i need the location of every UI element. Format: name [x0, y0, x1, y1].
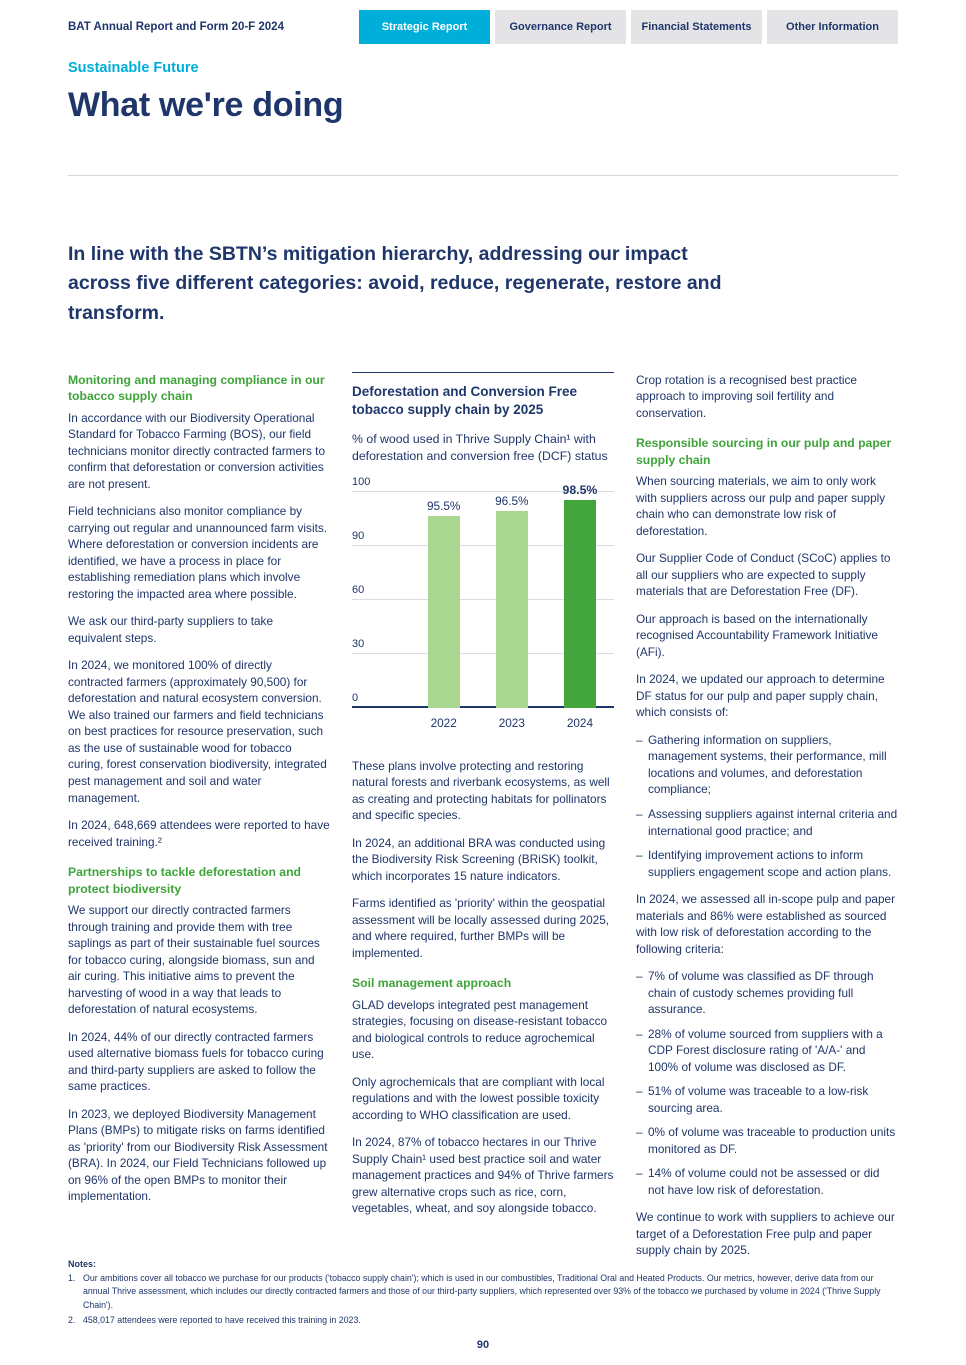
- paragraph: In 2024, 648,669 attendees were reported to have received training.²: [68, 818, 330, 849]
- y-tick-label: 100: [352, 475, 371, 488]
- bullet-item: – Assessing suppliers against internal criteria and international good practice; and: [636, 806, 898, 839]
- paragraph: In 2023, we deployed Biodiversity Management Plans (BMPs) to mitigate risks on farms identified as 'priority' from our Biodiversity Risk Assessment (BRA). In 2024, our Field Technicians followed up on 96% of the open BMPs to monitor their implementation.: [68, 1106, 328, 1204]
- note-number: 1.: [68, 1273, 76, 1284]
- section-label: Sustainable Future: [68, 60, 199, 76]
- paragraph: Only agrochemicals that are compliant with local regulations and with the lowest possible toxicity according to WHO classification are used.: [352, 1074, 605, 1122]
- paragraph: Our approach is based on the internationally recognised Accountability Framework Initiative (AFi).: [636, 611, 878, 659]
- column-2: [352, 372, 614, 1228]
- tab-strategic-report[interactable]: Strategic Report: [359, 10, 490, 44]
- notes: [68, 1259, 898, 1327]
- column-2-blocks: [352, 758, 614, 1217]
- section-heading: Partnerships to tackle deforestation and protect biodiversity: [68, 865, 301, 896]
- chart-title: Deforestation and Conversion Free tobacco supply chain by 2025: [352, 383, 578, 417]
- bar-slot: [428, 492, 460, 708]
- bars: [352, 482, 614, 708]
- bar: [496, 511, 528, 708]
- chart-subtitle: % of wood used in Thrive Supply Chain¹ with deforestation and conversion free (DCF) status: [352, 432, 608, 464]
- paragraph: Field technicians also monitor compliance by carrying out regular and unannounced farm visits. Where deforestation or conversion incidents are identified, we have a process in place for establishing remediation plans which involve restoring the impacted area where possible.: [68, 504, 328, 601]
- dcf-chart: [352, 372, 614, 730]
- y-tick-label: 30: [352, 637, 365, 650]
- tab-other-information[interactable]: Other Information: [767, 10, 898, 44]
- paragraph: Our Supplier Code of Conduct (SCoC) applies to all our suppliers who are expected to supply materials that are Deforestation Free (DF).: [636, 551, 891, 599]
- report-tabs: [359, 10, 898, 44]
- bullet-list: [636, 732, 898, 880]
- column-3: [636, 372, 898, 1270]
- paragraph: In 2024, we updated our approach to determine DF status for our pulp and paper supply chain, which consists of:: [636, 672, 885, 720]
- bar: [428, 516, 460, 708]
- paragraph: In 2024, 87% of tobacco hectares in our Thrive Supply Chain¹ used best practice soil and water management practices and 94% of Thrive farmers grew alternative crops such as rice, corn, vegetables, wheat, and soy alongside tobacco.: [352, 1135, 614, 1216]
- chart-x-labels: [352, 716, 614, 730]
- paragraph: We continue to work with suppliers to achieve our target of a Deforestation Free pulp and paper supply chain by 2025.: [636, 1210, 895, 1258]
- column-1: [68, 372, 330, 1216]
- paragraph: In 2024, we monitored 100% of directly contracted farmers (approximately 90,500) for deforestation and natural ecosystem conversion. We also trained our farmers and field technicians on best practices for resource preservation, such as the use of sustainable wood for tobacco curing, forest conservation biodiversity, integrated pest management and soil and water management.: [68, 658, 327, 805]
- note-item: [68, 1314, 898, 1327]
- bar-value-label: 96.5%: [495, 493, 529, 508]
- bar-slot: [562, 482, 598, 708]
- note-number: 2.: [68, 1314, 76, 1325]
- content-columns: [68, 372, 898, 1270]
- notes-label: Notes:: [68, 1259, 97, 1270]
- paragraph: We ask our third-party suppliers to take equivalent steps.: [68, 614, 274, 645]
- paragraph: In 2024, an additional BRA was conducted using the Biodiversity Risk Screening (BRiSK) toolkit, which incorporates 15 nature indicators.: [352, 835, 606, 883]
- bar: [564, 500, 596, 708]
- paragraph: We support our directly contracted farmers through training and provide them with tree saplings as part of their sustainable fuel sources for tobacco curing, alongside biomass, sun and air curing. This initiative aims to prevent the harvesting of wood in a way that leads to deforestation of natural ecosystems.: [68, 903, 320, 1017]
- bullet-item: – Identifying improvement actions to inform suppliers engagement scope and action plans.: [636, 847, 898, 880]
- paragraph: In accordance with our Biodiversity Operational Standard for Tobacco Farming (BOS), our field technicians monitor directly contracted farmers to confirm that deforestation or conversion activities are not present.: [68, 410, 326, 491]
- bullet-item: – 7% of volume was classified as DF through chain of custody schemes providing full assurance.: [636, 968, 898, 1018]
- page-number: 90: [476, 1339, 490, 1351]
- paragraph: Farms identified as 'priority' within the geospatial assessment will be locally assessed during 2025, and where required, further BMPs will be implemented.: [352, 896, 610, 960]
- notes-list: [68, 1272, 898, 1327]
- report-title: BAT Annual Report and Form 20-F 2024: [68, 21, 284, 33]
- x-tick-label: 2024: [566, 715, 594, 730]
- chart-plot: [352, 475, 614, 708]
- page-title: What we're doing: [68, 86, 344, 124]
- paragraph: Crop rotation is a recognised best practice approach to improving soil fertility and conservation.: [636, 372, 857, 420]
- x-tick-label: 2023: [498, 715, 525, 730]
- top-bar: [68, 10, 898, 44]
- paragraph: In 2024, we assessed all in-scope pulp and paper materials and 86% were established as sourced with low risk of deforestation according to the following criteria:: [636, 892, 896, 956]
- bullet-item: – 0% of volume was traceable to production units monitored as DF.: [636, 1124, 898, 1157]
- page-footer: [68, 1259, 898, 1365]
- y-tick-label: 0: [352, 691, 359, 704]
- bullet-item: – 28% of volume sourced from suppliers with a CDP Forest disclosure rating of 'A/A-' and 100% of volume was disclosed as DF.: [636, 1026, 898, 1076]
- x-tick-label: 2022: [430, 715, 457, 730]
- bullet-item: – 14% of volume could not be assessed or did not have low risk of deforestation.: [636, 1165, 898, 1198]
- bar-value-label: 95.5%: [426, 498, 461, 513]
- bullet-item: – Gathering information on suppliers, management systems, their performance, mill locations and volumes, and deforestation compliance;: [636, 732, 898, 798]
- title-divider: [68, 175, 898, 176]
- paragraph: When sourcing materials, we aim to only work with suppliers across our pulp and paper supply chain who can demonstrate low risk of deforestation.: [636, 474, 886, 538]
- chart-caption: [352, 383, 614, 466]
- paragraph: In 2024, 44% of our directly contracted farmers used alternative biomass fuels for tobacco curing and third-party suppliers are asked to follow the same practices.: [68, 1029, 324, 1094]
- tab-financial-statements[interactable]: Financial Statements: [631, 10, 762, 44]
- bar-value-label: 98.5%: [562, 482, 598, 497]
- bullet-item: – 51% of volume was traceable to a low-risk sourcing area.: [636, 1083, 898, 1116]
- paragraph: GLAD develops integrated pest management strategies, focusing on disease-resistant tobacco and biological controls to reduce agrochemical use.: [352, 997, 608, 1062]
- note-text: 458,017 attendees were reported to have received this training in 2023.: [83, 1314, 361, 1325]
- y-tick-label: 90: [352, 529, 365, 542]
- intro-text: In line with the SBTN’s mitigation hierarchy, addressing our impact across five different categories: avoid, reduce, regenerate, restore and transform.: [68, 243, 722, 324]
- bar-slot: [496, 492, 528, 708]
- note-text: Our ambitions cover all tobacco we purchase for our products ('tobacco supply chain'); which is used in our combustibles, Traditional Oral and Heated Products. Our metrics, however, derive data from our annual Thrive assessment, which includes our directly contracted farmers and those of our third-party suppliers, which represented over 93% of the tobacco we purchased by volume in 2024 ('Thrive Supply Chain').: [83, 1273, 881, 1310]
- tab-governance-report[interactable]: Governance Report: [495, 10, 626, 44]
- bullet-list: [636, 968, 898, 1198]
- section-heading: Soil management approach: [352, 976, 512, 991]
- section-heading: Monitoring and managing compliance in our tobacco supply chain: [68, 372, 325, 404]
- note-item: [68, 1272, 898, 1312]
- paragraph: These plans involve protecting and restoring natural forests and riverbank ecosystems, as well as creating and protecting habitats for pollinators and specific species.: [352, 758, 610, 823]
- y-tick-label: 60: [352, 583, 365, 596]
- section-heading: Responsible sourcing in our pulp and paper supply chain: [636, 436, 892, 467]
